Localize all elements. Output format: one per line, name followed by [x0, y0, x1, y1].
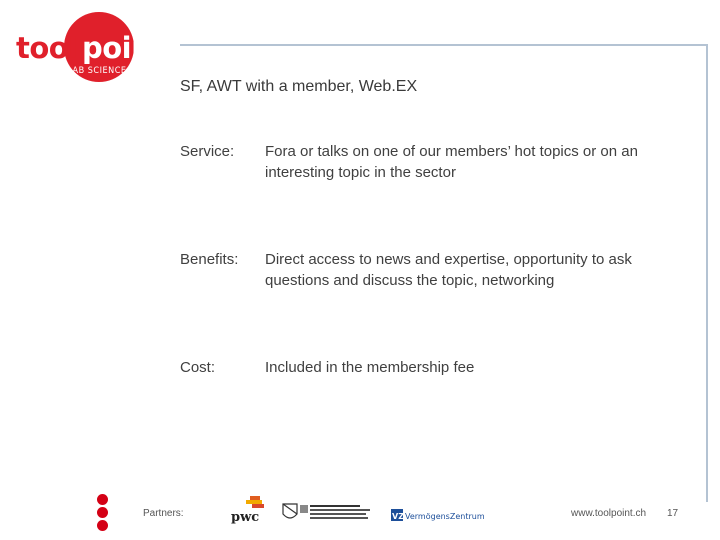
- svg-text:VZ: VZ: [392, 512, 404, 521]
- benefits-label: Benefits:: [180, 251, 239, 268]
- svg-text:pwc: pwc: [231, 510, 260, 525]
- partners-label: Partners:: [143, 508, 184, 519]
- dot-icon: [97, 507, 108, 518]
- frame-top-line: [180, 44, 708, 46]
- benefits-value: Direct access to news and expertise, opportunity to ask questions and discuss the topic, networking: [265, 251, 632, 289]
- service-value: Fora or talks on one of our members’ hot topics or on an interesting topic in the sector: [265, 143, 638, 181]
- pwc-logo-icon: [230, 496, 266, 526]
- toolpoint-logo: [14, 12, 165, 84]
- svg-text:VermögensZentrum: VermögensZentrum: [405, 512, 485, 521]
- canton-zurich-logo-icon: [280, 496, 374, 526]
- slide-title: SF, AWT with a member, Web.EX: [180, 78, 418, 95]
- service-label: Service:: [180, 143, 235, 160]
- svg-text:FOR LAB SCIENCE: FOR LAB SCIENCE: [46, 66, 126, 76]
- svg-text:point: point: [82, 31, 165, 65]
- cost-value: Included in the membership fee: [265, 359, 475, 376]
- frame-right-line: [706, 44, 708, 502]
- dot-icon: [97, 520, 108, 531]
- svg-text:tool: tool: [16, 31, 78, 65]
- dot-icon: [97, 494, 108, 505]
- page-number: 17: [667, 508, 679, 519]
- decorative-dots: [97, 494, 109, 533]
- cost-label: Cost:: [180, 359, 216, 376]
- vz-logo-icon: [390, 496, 485, 526]
- footer-url[interactable]: www.toolpoint.ch: [571, 508, 647, 519]
